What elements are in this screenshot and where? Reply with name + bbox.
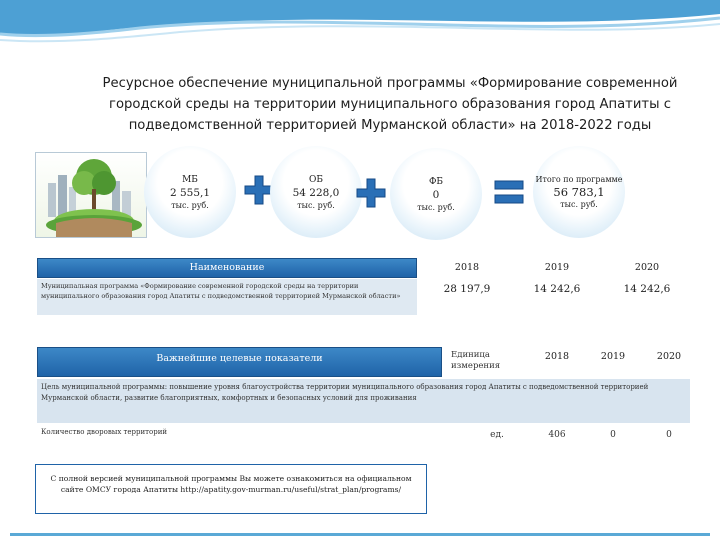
plus-icon bbox=[356, 178, 386, 208]
budget-circle-fb bbox=[390, 148, 482, 240]
budget-label: ФБ bbox=[428, 176, 444, 187]
funding-value: 14 242,6 bbox=[623, 283, 671, 295]
funding-value: 28 197,9 bbox=[443, 283, 491, 295]
indicator-value: 0 bbox=[610, 430, 616, 440]
budget-circle-ob bbox=[270, 146, 362, 238]
funding-table-header bbox=[37, 258, 687, 278]
indicator-label: Количество дворовых территорий bbox=[41, 428, 168, 436]
budget-value: 2 555,1 bbox=[169, 186, 211, 199]
indicator-value: 0 bbox=[666, 430, 672, 440]
budget-label: МБ bbox=[182, 174, 198, 185]
budget-circle-total bbox=[533, 146, 625, 238]
header-wave-decoration bbox=[0, 0, 720, 60]
page-title: Ресурсное обеспечение муниципальной программы «Формирование современной городской среды на территории муниципального образования город Апатиты с подведомственной территорией Мурманской области» на 2018-2022 годы bbox=[102, 76, 678, 133]
column-header-year: 2018 bbox=[454, 262, 480, 273]
total-unit: тыс. руб. bbox=[560, 199, 598, 209]
column-header-year: 2020 bbox=[656, 351, 682, 362]
budget-unit: тыс. руб. bbox=[417, 202, 455, 212]
goal-text: Цель муниципальной программы: повышение уровня благоустройства территории муниципального образования город Апатиты с подведомственной территорией Мурманской области, развитие благоприятных, комфортных и безопасных условий для проживания bbox=[41, 383, 649, 402]
total-value: 56 783,1 bbox=[553, 184, 605, 199]
eco-city-photo bbox=[35, 152, 147, 238]
total-label: Итого по программе bbox=[535, 174, 623, 184]
budget-circle-mb bbox=[144, 146, 236, 238]
funding-table-row bbox=[37, 279, 687, 315]
goal-row bbox=[37, 379, 690, 423]
budget-unit: тыс. руб. bbox=[171, 200, 209, 210]
column-header-year: 2018 bbox=[544, 351, 570, 362]
budget-value: 54 228,0 bbox=[292, 186, 340, 199]
program-name-cell: Муниципальная программа «Формирование современной городской среды на территории муниципального образования город Апатиты с подведомственной территорией Мурманской области» bbox=[37, 279, 417, 315]
indicator-unit: ед. bbox=[490, 430, 504, 440]
column-header-name: Наименование bbox=[37, 258, 417, 278]
column-header-unit: Единица измерения bbox=[451, 350, 501, 371]
column-header-year: 2019 bbox=[600, 351, 626, 362]
column-header-year: 2019 bbox=[544, 262, 570, 273]
budget-label: ОБ bbox=[309, 174, 323, 185]
funding-value: 14 242,6 bbox=[533, 283, 581, 295]
budget-value: 0 bbox=[432, 188, 440, 201]
website-note: С полной версией муниципальной программы Вы можете ознакомиться на официальном сайте ОМСУ города Апатиты http://apatity.gov-murman.ru/useful/strat_plan/programs/ bbox=[35, 464, 427, 514]
column-header-year: 2020 bbox=[634, 262, 660, 273]
equals-icon bbox=[494, 180, 524, 204]
column-header-indicators: Важнейшие целевые показатели bbox=[37, 347, 442, 377]
indicator-value: 406 bbox=[548, 430, 566, 440]
bottom-divider bbox=[10, 533, 710, 536]
indicators-table-header bbox=[37, 347, 687, 377]
budget-unit: тыс. руб. bbox=[297, 200, 335, 210]
indicator-row bbox=[37, 424, 690, 454]
